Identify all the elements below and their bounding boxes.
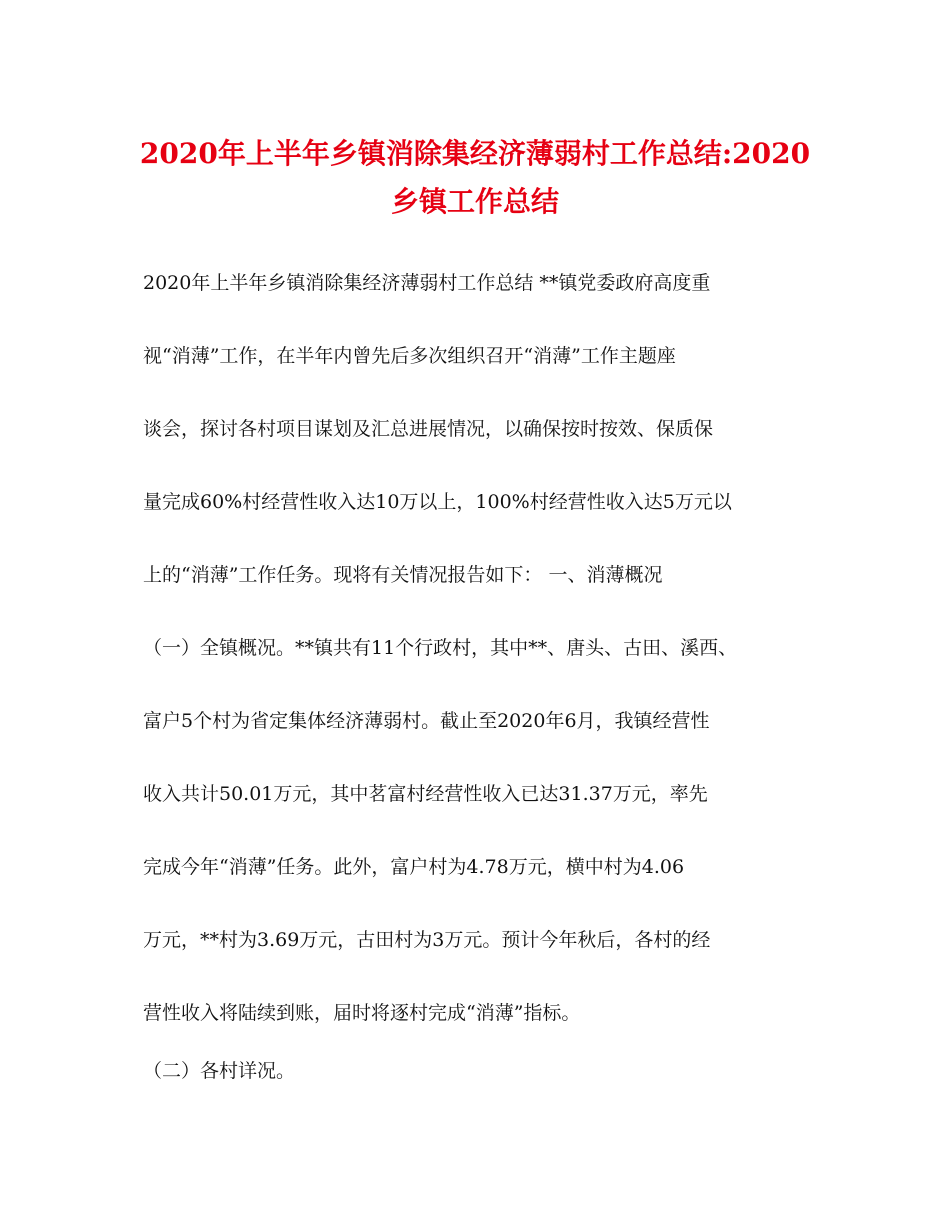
body-line-11: 营性收入将陆续到账，届时将逐村完成“消薄”指标。 [143,1002,581,1024]
body-line-1: 2020年上半年乡镇消除集经济薄弱村工作总结 **镇党委政府高度重 [143,272,711,294]
body-line-5: 上的“消薄”工作任务。现将有关情况报告如下： 一、消薄概况 [143,564,663,586]
document-title-line-1: 2020年上半年乡镇消除集经济薄弱村工作总结:2020 [139,137,811,170]
body-line-4: 量完成60%村经营性收入达10万以上，100%村经营性收入达5万元以 [143,491,732,513]
body-line-12: （二）各村详况。 [143,1060,296,1082]
body-line-6: （一）全镇概况。**镇共有11个行政村，其中**、唐头、古田、溪西、 [143,637,738,659]
body-line-7: 富户5个村为省定集体经济薄弱村。截止至2020年6月，我镇经营性 [143,710,710,732]
body-line-2: 视“消薄”工作，在半年内曾先后多次组织召开“消薄”工作主题座 [143,345,676,367]
body-line-9: 完成今年“消薄”任务。此外，富户村为4.78万元，横中村为4.06 [143,856,685,878]
body-line-8: 收入共计50.01万元，其中茗富村经营性收入已达31.37万元，率先 [143,783,708,805]
body-line-10: 万元，**村为3.69万元，古田村为3万元。预计今年秋后，各村的经 [143,929,711,951]
body-line-3: 谈会，探讨各村项目谋划及汇总进展情况，以确保按时按效、保质保 [143,418,714,440]
document-title-line-2: 乡镇工作总结 [390,185,559,218]
